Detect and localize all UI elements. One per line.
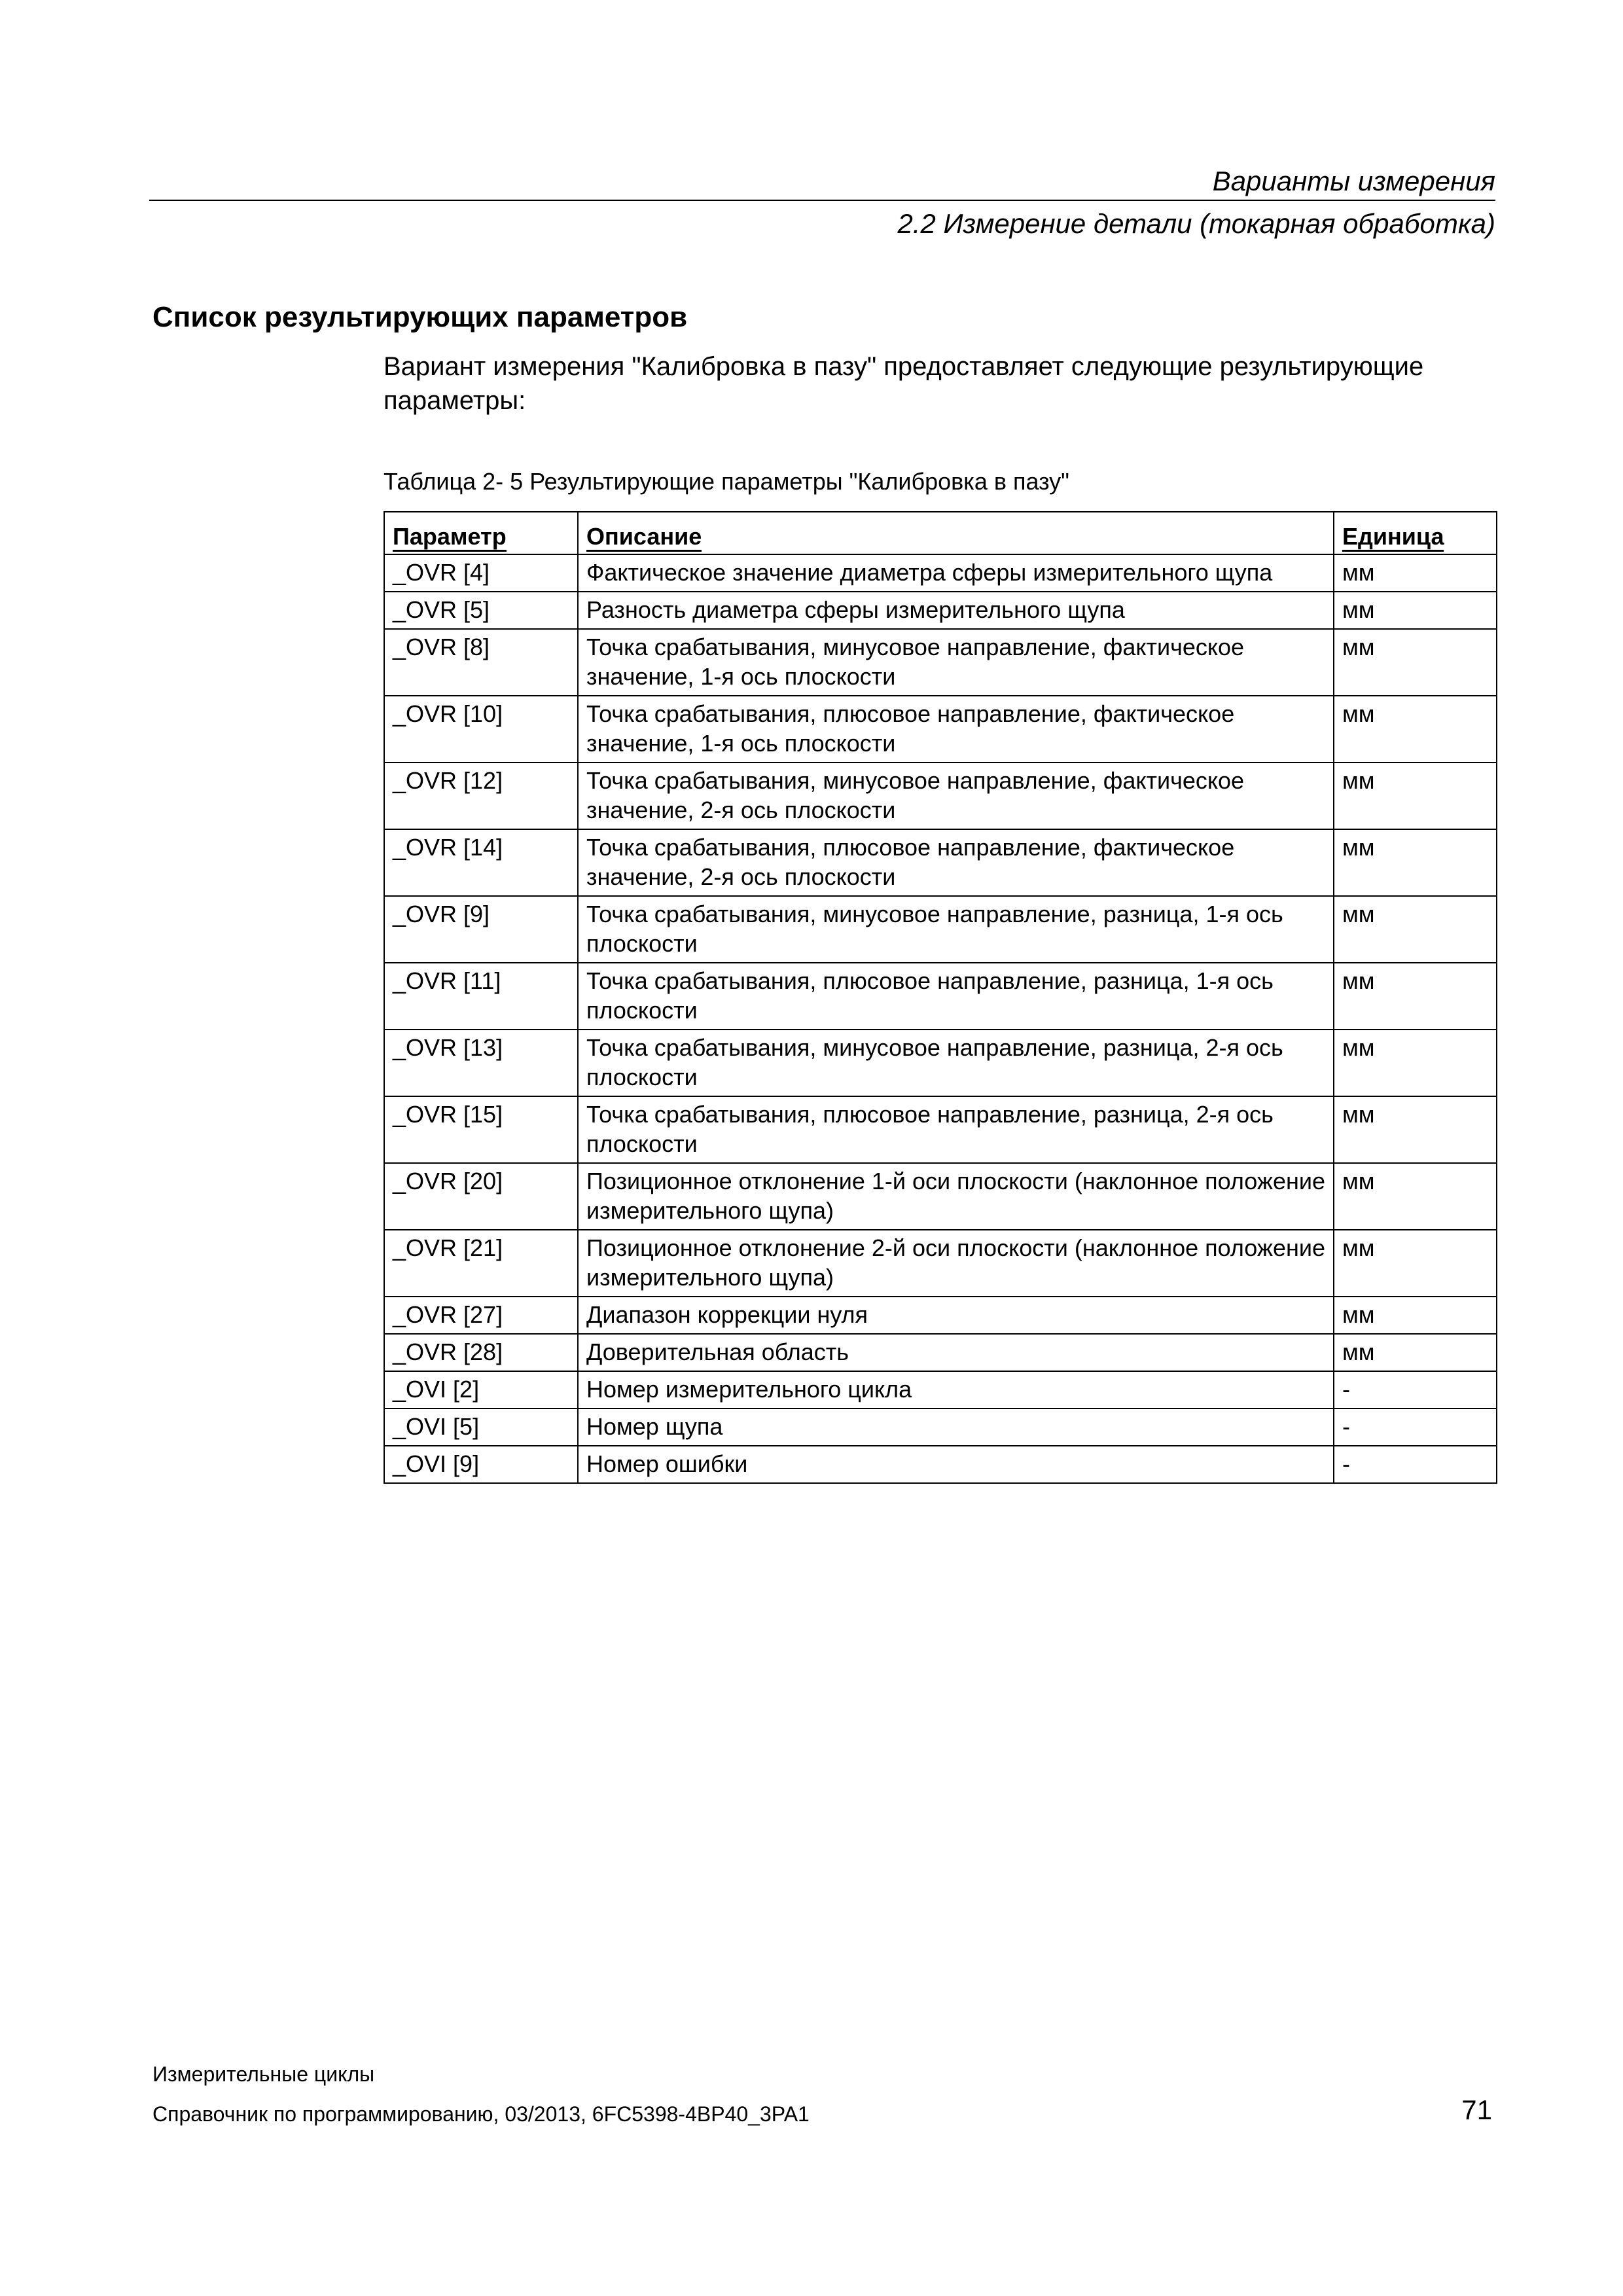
cell-parameter: _OVR [11]: [384, 963, 578, 1030]
cell-unit: мм: [1334, 1030, 1497, 1096]
cell-unit: мм: [1334, 592, 1497, 629]
table-row: [384, 592, 1497, 629]
table-body: [384, 554, 1497, 1483]
footer-manual-info: Справочник по программированию, 03/2013, 6FC5398-4BP40_3PA1: [152, 2102, 810, 2126]
cell-description: Номер измерительного цикла: [578, 1371, 1334, 1408]
table-row: [384, 896, 1497, 963]
table-header: [384, 512, 1497, 554]
column-header-label: Параметр: [393, 523, 507, 552]
cell-parameter: _OVR [5]: [384, 592, 578, 629]
cell-description: Точка срабатывания, плюсовое направление, разница, 1-я ось плоскости: [578, 963, 1334, 1030]
table-row: [384, 1030, 1497, 1096]
cell-description: Доверительная область: [578, 1334, 1334, 1371]
column-header-description: [578, 512, 1334, 554]
cell-unit: -: [1334, 1371, 1497, 1408]
cell-description: Номер щупа: [578, 1408, 1334, 1446]
cell-description: Позиционное отклонение 1-й оси плоскости (наклонное положение измерительного щупа): [578, 1163, 1334, 1230]
cell-unit: мм: [1334, 1230, 1497, 1297]
cell-parameter: _OVR [12]: [384, 762, 578, 829]
result-parameters-table: [383, 511, 1497, 1484]
cell-unit: -: [1334, 1446, 1497, 1483]
cell-parameter: _OVR [27]: [384, 1297, 578, 1334]
table-row: [384, 1096, 1497, 1163]
column-header-unit: [1334, 512, 1497, 554]
cell-unit: мм: [1334, 1163, 1497, 1230]
cell-unit: мм: [1334, 1297, 1497, 1334]
cell-parameter: _OVR [28]: [384, 1334, 578, 1371]
section-heading: Список результирующих параметров: [152, 301, 688, 333]
cell-unit: мм: [1334, 629, 1497, 696]
running-header-subsection: 2.2 Измерение детали (токарная обработка): [897, 208, 1495, 239]
cell-unit: мм: [1334, 829, 1497, 896]
column-header-label: Единица: [1342, 523, 1444, 552]
column-header-label: Описание: [586, 523, 702, 552]
cell-unit: мм: [1334, 963, 1497, 1030]
cell-unit: мм: [1334, 1096, 1497, 1163]
cell-description: Позиционное отклонение 2-й оси плоскости (наклонное положение измерительного щупа): [578, 1230, 1334, 1297]
cell-parameter: _OVR [9]: [384, 896, 578, 963]
cell-unit: мм: [1334, 896, 1497, 963]
cell-description: Точка срабатывания, минусовое направление, разница, 2-я ось плоскости: [578, 1030, 1334, 1096]
footer-book-title: Измерительные циклы: [152, 2062, 375, 2086]
intro-paragraph: Вариант измерения "Калибровка в пазу" предоставляет следующие результирующие параметры:: [383, 352, 1424, 415]
cell-unit: мм: [1334, 762, 1497, 829]
cell-parameter: _OVI [9]: [384, 1446, 578, 1483]
cell-description: Точка срабатывания, плюсовое направление, фактическое значение, 1-я ось плоскости: [578, 696, 1334, 762]
table-row: [384, 1334, 1497, 1371]
table-row: [384, 554, 1497, 592]
cell-parameter: _OVR [10]: [384, 696, 578, 762]
column-header-parameter: [384, 512, 578, 554]
cell-unit: -: [1334, 1408, 1497, 1446]
page-number: 71: [1461, 2094, 1492, 2125]
cell-unit: мм: [1334, 696, 1497, 762]
table-caption: Таблица 2- 5 Результирующие параметры "Калибровка в пазу": [383, 468, 1069, 495]
table-row: [384, 1408, 1497, 1446]
table-row: [384, 696, 1497, 762]
table-row: [384, 1163, 1497, 1230]
cell-parameter: _OVR [4]: [384, 554, 578, 592]
cell-parameter: _OVR [14]: [384, 829, 578, 896]
cell-description: Точка срабатывания, плюсовое направление, фактическое значение, 2-я ось плоскости: [578, 829, 1334, 896]
cell-parameter: _OVR [20]: [384, 1163, 578, 1230]
table-row: [384, 629, 1497, 696]
cell-description: Разность диаметра сферы измерительного щупа: [578, 592, 1334, 629]
table-row: [384, 1446, 1497, 1483]
cell-unit: мм: [1334, 1334, 1497, 1371]
cell-parameter: _OVR [8]: [384, 629, 578, 696]
cell-parameter: _OVR [21]: [384, 1230, 578, 1297]
cell-parameter: _OVR [13]: [384, 1030, 578, 1096]
table-row: [384, 1297, 1497, 1334]
cell-description: Точка срабатывания, минусовое направление, фактическое значение, 2-я ось плоскости: [578, 762, 1334, 829]
table-row: [384, 1230, 1497, 1297]
cell-description: Точка срабатывания, минусовое направление, разница, 1-я ось плоскости: [578, 896, 1334, 963]
table-row: [384, 1371, 1497, 1408]
cell-unit: мм: [1334, 554, 1497, 592]
cell-description: Точка срабатывания, минусовое направление, фактическое значение, 1-я ось плоскости: [578, 629, 1334, 696]
cell-parameter: _OVR [15]: [384, 1096, 578, 1163]
cell-description: Номер ошибки: [578, 1446, 1334, 1483]
cell-description: Диапазон коррекции нуля: [578, 1297, 1334, 1334]
header-divider: [149, 200, 1495, 201]
running-header-section: Варианты измерения: [1212, 166, 1495, 196]
table-row: [384, 829, 1497, 896]
cell-description: Фактическое значение диаметра сферы измерительного щупа: [578, 554, 1334, 592]
table-header-row: [384, 512, 1497, 554]
cell-parameter: _OVI [5]: [384, 1408, 578, 1446]
table-row: [384, 963, 1497, 1030]
table-row: [384, 762, 1497, 829]
cell-description: Точка срабатывания, плюсовое направление, разница, 2-я ось плоскости: [578, 1096, 1334, 1163]
cell-parameter: _OVI [2]: [384, 1371, 578, 1408]
